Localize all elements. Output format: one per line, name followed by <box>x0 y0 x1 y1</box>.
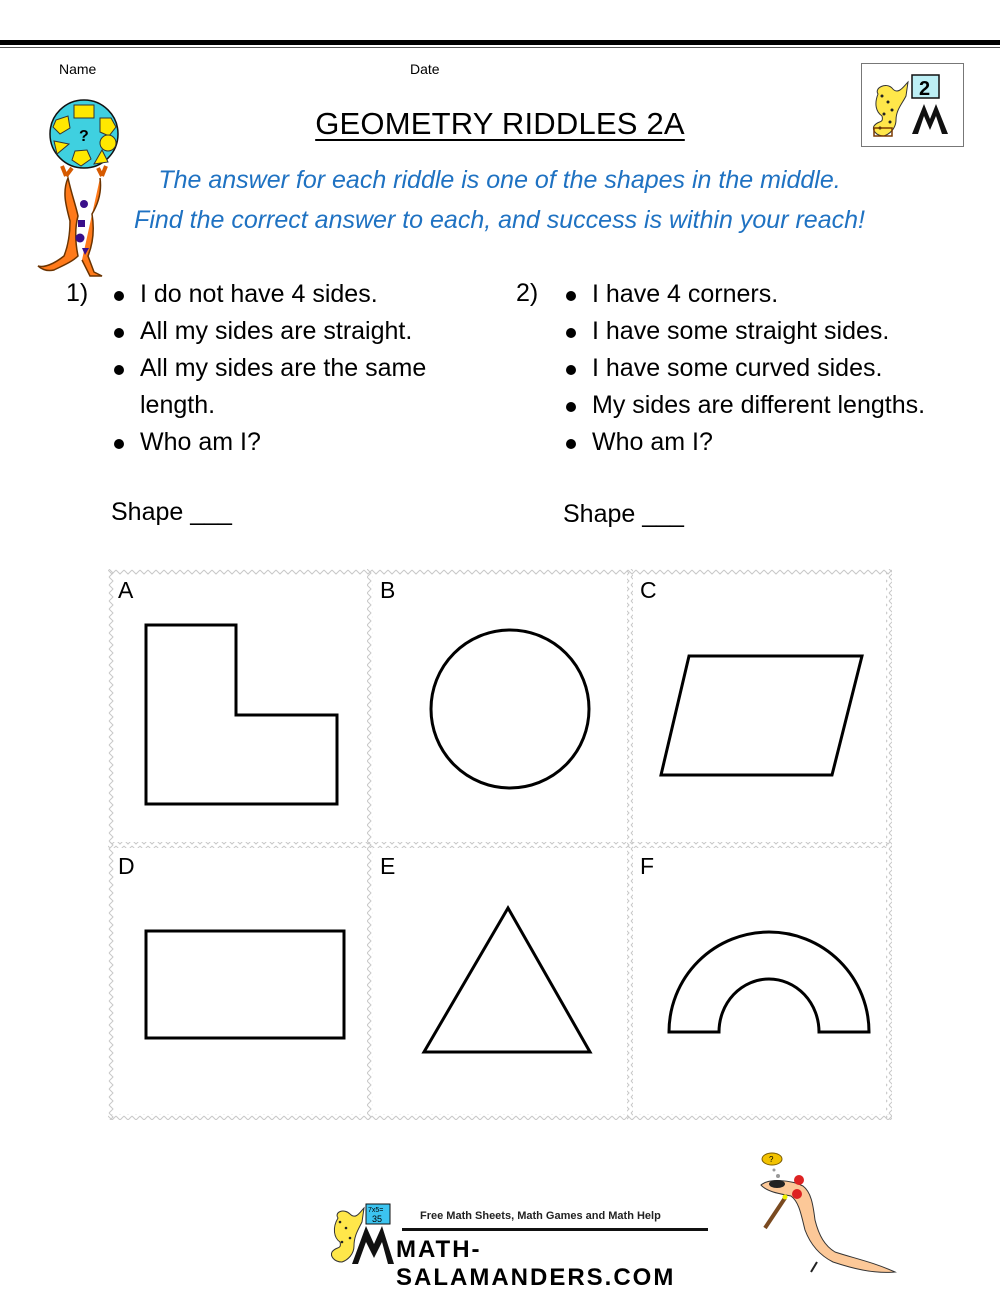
footer-brand: MATH-SALAMANDERS.COM <box>396 1236 676 1291</box>
top-rule <box>0 40 1000 45</box>
riddle-2-clue: I have some curved sides. <box>562 350 982 387</box>
circle-icon <box>370 569 630 845</box>
footer-tagline: Free Math Sheets, Math Games and Math Help <box>420 1210 661 1222</box>
shape-letter: C <box>640 577 657 603</box>
arch-icon <box>630 845 892 1120</box>
riddle-1-clue: I do not have 4 sides. <box>110 276 490 313</box>
shape-letter: F <box>640 853 655 879</box>
intro-line-2: Find the correct answer to each, and success is within your reach! <box>134 206 865 234</box>
riddle-2-number: 2) <box>516 279 539 307</box>
grade-number: 2 <box>919 78 931 100</box>
shape-card-b <box>370 569 630 845</box>
page-title: GEOMETRY RIDDLES 2A <box>315 106 685 141</box>
riddle-1-answer-blank[interactable]: Shape ___ <box>111 498 232 526</box>
svg-text:7x5=: 7x5= <box>368 1207 384 1214</box>
shape-card-e <box>370 845 630 1120</box>
shape-card-d <box>108 845 370 1120</box>
svg-text:?: ? <box>769 1155 774 1164</box>
riddle-2-clues <box>562 276 982 461</box>
riddle-2-clue: Who am I? <box>562 424 982 461</box>
riddle-2-clue: I have 4 corners. <box>562 276 982 313</box>
math-salamanders-footer-logo <box>326 1198 710 1291</box>
riddle-1-clue: Who am I? <box>110 424 490 461</box>
date-label: Date <box>410 61 440 77</box>
riddle-1-clue: All my sides are the same length. <box>110 350 490 424</box>
riddle-1-clues <box>110 276 490 461</box>
shape-letter: D <box>118 853 135 879</box>
riddle-2-answer-blank[interactable]: Shape ___ <box>563 500 684 528</box>
shapes-grid <box>108 569 892 1120</box>
salamander-with-pencil-icon <box>755 1150 900 1280</box>
footer-rule <box>402 1228 708 1231</box>
top-rule-thin <box>0 47 1000 48</box>
svg-text:?: ? <box>79 128 89 145</box>
shape-letter: B <box>380 577 396 603</box>
svg-text:35: 35 <box>372 1214 383 1224</box>
name-label: Name <box>59 61 97 77</box>
triangle-icon <box>370 845 630 1120</box>
riddle-1-number: 1) <box>66 279 89 307</box>
shape-card-a <box>108 569 370 845</box>
shape-letter: E <box>380 853 396 879</box>
shape-card-c <box>630 569 892 845</box>
salamander-at-board-icon <box>326 1198 396 1268</box>
shape-card-f <box>630 845 892 1120</box>
parallelogram-icon <box>630 569 892 845</box>
riddle-2-clue: My sides are different lengths. <box>562 387 982 424</box>
riddle-1-clue: All my sides are straight. <box>110 313 490 350</box>
shape-letter: A <box>118 577 134 603</box>
rectangle-icon <box>108 845 370 1120</box>
intro-line-1: The answer for each riddle is one of the shapes in the middle. <box>158 166 841 194</box>
riddle-2-clue: I have some straight sides. <box>562 313 982 350</box>
l-shape-icon <box>108 569 370 845</box>
